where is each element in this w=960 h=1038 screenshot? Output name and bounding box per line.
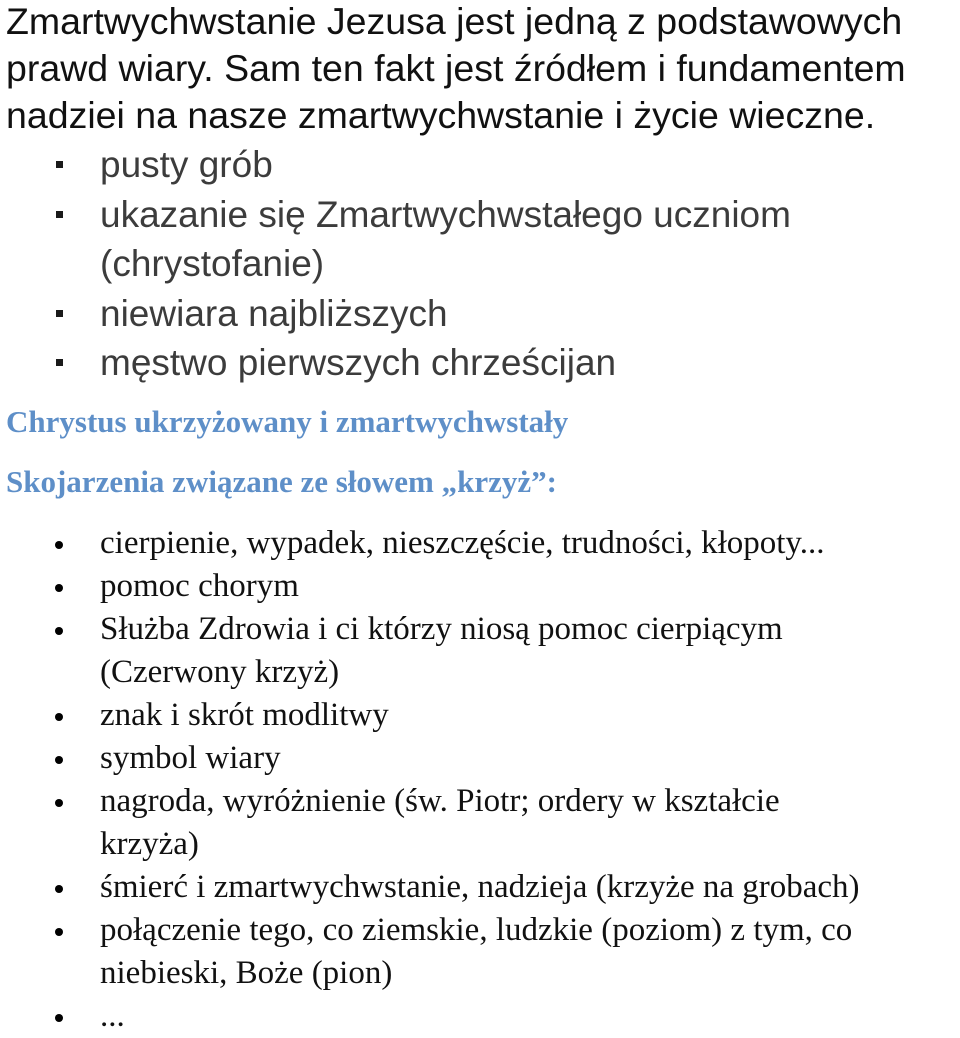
list-item-text: śmierć i zmartwychwstanie, nadzieja (krzyże na grobach) bbox=[100, 869, 860, 905]
list-item-text: nagroda, wyróżnienie (św. Piotr; ordery w kształcie bbox=[100, 783, 780, 819]
list-item bbox=[0, 995, 860, 1038]
list-item bbox=[0, 338, 791, 388]
list-item bbox=[0, 780, 860, 866]
list-item bbox=[0, 190, 791, 289]
square-bullet-icon bbox=[56, 359, 63, 366]
list-item bbox=[0, 522, 860, 565]
list-item-text: ukazanie się Zmartwychwstałego uczniom bbox=[100, 193, 791, 235]
list-item bbox=[0, 565, 860, 608]
list-item-text: pomoc chorym bbox=[100, 568, 299, 604]
list-item-text: męstwo pierwszych chrześcijan bbox=[100, 342, 617, 383]
round-bullet-icon bbox=[55, 1014, 63, 1022]
round-bullet-icon bbox=[55, 928, 63, 936]
resurrection-facts-list bbox=[0, 140, 791, 388]
list-item-text: niewiara najbliższych bbox=[100, 292, 448, 334]
list-item-text: ... bbox=[100, 998, 125, 1034]
list-item bbox=[0, 866, 860, 909]
round-bullet-icon bbox=[55, 713, 63, 721]
list-item-text: pusty grób bbox=[100, 144, 273, 185]
cross-associations-list bbox=[0, 522, 860, 1038]
round-bullet-icon bbox=[55, 799, 63, 807]
list-item-text: symbol wiary bbox=[100, 740, 281, 776]
list-item bbox=[0, 694, 860, 737]
square-bullet-icon bbox=[56, 211, 63, 218]
round-bullet-icon bbox=[55, 885, 63, 893]
section-heading: Skojarzenia związane ze słowem „krzyż”: bbox=[6, 464, 557, 499]
list-item-text: cierpienie, wypadek, nieszczęście, trudności, kłopoty... bbox=[100, 525, 825, 561]
list-item bbox=[0, 737, 860, 780]
square-bullet-icon bbox=[56, 310, 63, 317]
round-bullet-icon bbox=[55, 541, 63, 549]
list-item bbox=[0, 289, 791, 339]
list-item-text: krzyża) bbox=[100, 826, 199, 862]
list-item bbox=[0, 140, 791, 190]
list-item-text: Służba Zdrowia i ci którzy niosą pomoc cierpiącym bbox=[100, 611, 783, 647]
list-item bbox=[0, 608, 860, 694]
round-bullet-icon bbox=[55, 627, 63, 635]
intro-line: nadziei na nasze zmartwychwstanie i życie wieczne. bbox=[6, 94, 876, 136]
list-item-text: znak i skrót modlitwy bbox=[100, 697, 389, 733]
round-bullet-icon bbox=[55, 756, 63, 764]
square-bullet-icon bbox=[56, 161, 63, 168]
list-item-text: połączenie tego, co ziemskie, ludzkie (poziom) z tym, co bbox=[100, 912, 853, 948]
intro-paragraph bbox=[6, 0, 956, 139]
intro-line: Zmartwychwstanie Jezusa jest jedną z podstawowych bbox=[6, 0, 903, 42]
list-item bbox=[0, 909, 860, 995]
intro-line: prawd wiary. Sam ten fakt jest źródłem i fundamentem bbox=[6, 47, 906, 89]
list-item-text: niebieski, Boże (pion) bbox=[100, 955, 393, 991]
list-item-text: (chrystofanie) bbox=[100, 243, 325, 284]
list-item-text: (Czerwony krzyż) bbox=[100, 654, 340, 690]
round-bullet-icon bbox=[55, 584, 63, 592]
section-heading: Chrystus ukrzyżowany i zmartwychwstały bbox=[6, 404, 569, 439]
